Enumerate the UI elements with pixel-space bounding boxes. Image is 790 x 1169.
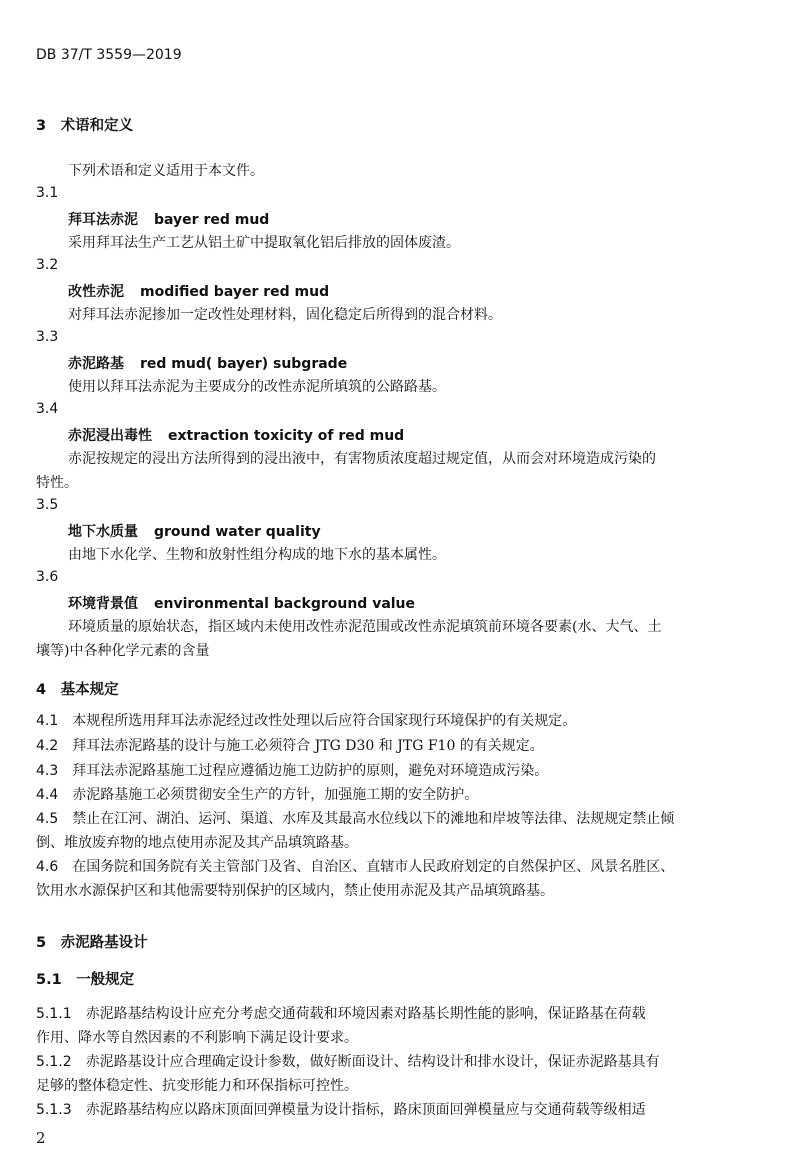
- term-name: 地下水质量: [68, 524, 138, 540]
- term-number: 3.4: [36, 401, 59, 417]
- term-title: [68, 425, 404, 445]
- clause-text: 赤泥路基结构应以路床顶面回弹模量为设计指标，路床顶面回弹模量应与交通荷载等级相适: [85, 1102, 646, 1118]
- term-english: ground water quality: [154, 524, 321, 540]
- clause-text: 在国务院和国务院有关主管部门及省、自治区、直辖市人民政府划定的自然保护区、风景名胜区、: [72, 859, 675, 875]
- clause-number: 5.1.1: [36, 1006, 72, 1022]
- clause-text: 拜耳法赤泥路基的设计与施工必须符合 JTG D30 和 JTG F10 的有关规定。: [72, 738, 544, 754]
- clause: [36, 709, 576, 733]
- term-definition-line2: 特性。: [36, 475, 78, 491]
- term-number: 3.5: [36, 497, 59, 513]
- clause-number: 5.1.3: [36, 1102, 72, 1118]
- clause-line1: [36, 1050, 660, 1074]
- clause-line2: 足够的整体稳定性、抗变形能力和环保指标可控性。: [36, 1078, 358, 1094]
- clause-text: 赤泥路基结构设计应充分考虑交通荷载和环境因素对路基长期性能的影响，保证路基在荷载: [85, 1006, 646, 1022]
- clause-number: 5.1.2: [36, 1054, 72, 1070]
- term-english: red mud( bayer) subgrade: [140, 356, 348, 372]
- clause-number: 4.4: [36, 787, 59, 803]
- term-english: modified bayer red mud: [140, 284, 330, 300]
- term-name: 改性赤泥: [68, 284, 124, 300]
- term-definition: 使用以拜耳法赤泥为主要成分的改性赤泥所填筑的公路路基。: [68, 379, 446, 395]
- term-definition: 由地下水化学、生物和放射性组分构成的地下水的基本属性。: [68, 547, 446, 563]
- section-3-intro: 下列术语和定义适用于本文件。: [68, 163, 264, 179]
- subsection-5-1-heading: 5.1 一般规定: [36, 972, 135, 988]
- clause-text: 拜耳法赤泥路基施工过程应遵循边施工边防护的原则，避免对环境造成污染。: [72, 763, 549, 779]
- clause-line1: [36, 855, 674, 879]
- clause-number: 4.1: [36, 713, 59, 729]
- term-definition: 对拜耳法赤泥掺加一定改性处理材料，固化稳定后所得到的混合材料。: [68, 307, 502, 323]
- term-name: 拜耳法赤泥: [68, 212, 138, 228]
- term-number: 3.3: [36, 329, 59, 345]
- term-definition-line1: 环境质量的原始状态，指区域内未使用改性赤泥范围或改性赤泥填筑前环境各要素(水、大气、土: [68, 619, 662, 635]
- term-number: 3.1: [36, 185, 59, 201]
- term-definition: 采用拜耳法生产工艺从铝土矿中提取氧化铝后排放的固体废渣。: [68, 235, 460, 251]
- clause-text: 本规程所选用拜耳法赤泥经过改性处理以后应符合国家现行环境保护的有关规定。: [72, 713, 577, 729]
- term-number: 3.2: [36, 257, 59, 273]
- clause-line1: [36, 1098, 646, 1122]
- term-title: [68, 593, 415, 613]
- clause-text: 赤泥路基设计应合理确定设计参数，做好断面设计、结构设计和排水设计，保证赤泥路基具有: [85, 1054, 660, 1070]
- term-english: environmental background value: [154, 596, 416, 612]
- page-number: 2: [36, 1129, 46, 1147]
- term-name: 赤泥路基: [68, 356, 124, 372]
- clause-text: 禁止在江河、湖泊、运河、渠道、水库及其最高水位线以下的滩地和岸坡等法律、法规规定禁止倾: [72, 811, 675, 827]
- clause: [36, 783, 478, 807]
- term-english: bayer red mud: [154, 212, 270, 228]
- term-title: [68, 209, 269, 229]
- clause-number: 4.6: [36, 859, 59, 875]
- term-name: 环境背景值: [68, 596, 138, 612]
- term-definition-line2: 壤等)中各种化学元素的含量: [36, 643, 210, 659]
- clause-line2: 倒、堆放废弃物的地点使用赤泥及其产品填筑路基。: [36, 835, 358, 851]
- clause-number: 4.5: [36, 811, 59, 827]
- clause-line1: [36, 1002, 646, 1026]
- clause-number: 4.3: [36, 763, 59, 779]
- term-title: [68, 281, 329, 301]
- section-5-heading: 5 赤泥路基设计: [36, 935, 148, 951]
- clause-line2: 饮用水水源保护区和其他需要特别保护的区域内，禁止使用赤泥及其产品填筑路基。: [36, 883, 554, 899]
- clause-text: 赤泥路基施工必须贯彻安全生产的方针，加强施工期的安全防护。: [72, 787, 479, 803]
- term-name: 赤泥浸出毒性: [68, 428, 152, 444]
- clause: [36, 759, 548, 783]
- section-4-heading: 4 基本规定: [36, 682, 119, 698]
- term-english: extraction toxicity of red mud: [168, 428, 405, 444]
- term-title: [68, 353, 347, 373]
- clause-line1: [36, 807, 674, 831]
- term-number: 3.6: [36, 569, 59, 585]
- clause: [36, 734, 544, 758]
- clause-number: 4.2: [36, 738, 59, 754]
- clause-line2: 作用、降水等自然因素的不利影响下满足设计要求。: [36, 1030, 358, 1046]
- term-definition-line1: 赤泥按规定的浸出方法所得到的浸出液中，有害物质浓度超过规定值，从而会对环境造成污染的: [68, 451, 656, 467]
- section-3-heading: 3 术语和定义: [36, 118, 134, 134]
- standard-code: DB 37/T 3559—2019: [36, 47, 182, 63]
- term-title: [68, 521, 321, 541]
